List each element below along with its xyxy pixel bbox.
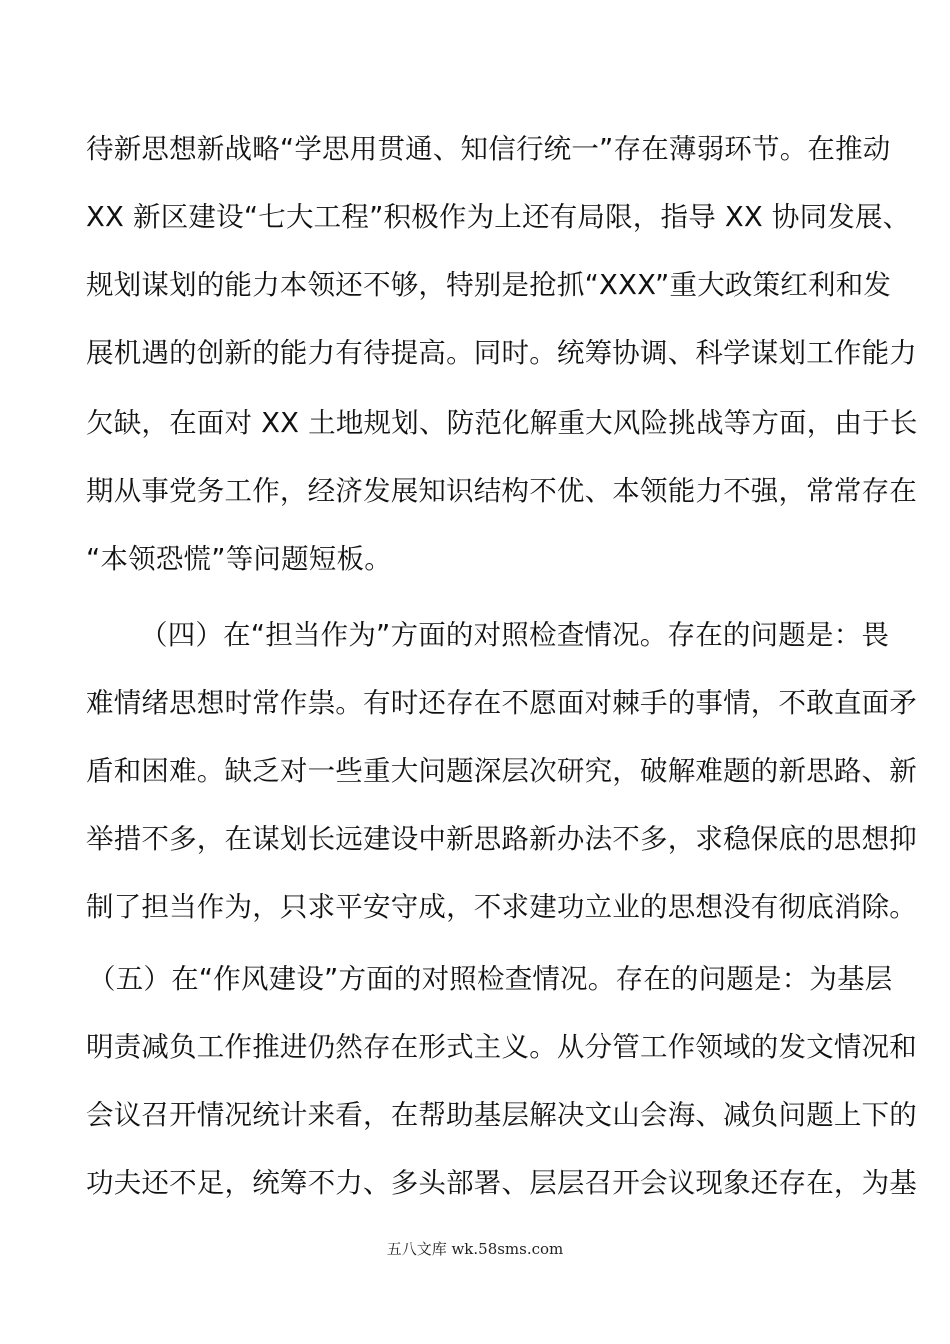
text-line: XX 新区建设“七大工程”积极作为上还有局限，指导 XX 协同发展、 bbox=[86, 201, 911, 233]
text-line: 盾和困难。缺乏对一些重大问题深层次研究，破解难题的新思路、新 bbox=[86, 755, 917, 787]
text-line: 功夫还不足，统筹不力、多头部署、层层召开会议现象还存在，为基 bbox=[86, 1167, 917, 1199]
text-line: 规划谋划的能力本领还不够，特别是抢抓“XXX”重大政策红利和发 bbox=[86, 269, 892, 301]
text-line: 展机遇的创新的能力有待提高。同时。统筹协调、科学谋划工作能力 bbox=[86, 337, 917, 369]
text-line: 制了担当作为，只求平安守成，不求建功立业的思想没有彻底消除。 bbox=[86, 891, 917, 923]
page-footer-watermark: 五八文库 wk.58sms.com bbox=[386, 1240, 564, 1258]
text-line: 待新思想新战略“学思用贯通、知信行统一”存在薄弱环节。在推动 bbox=[86, 133, 891, 165]
text-line: 期从事党务工作，经济发展知识结构不优、本领能力不强，常常存在 bbox=[86, 475, 917, 507]
text-line: “本领恐慌”等问题短板。 bbox=[86, 543, 392, 575]
text-line: 明责减负工作推进仍然存在形式主义。从分管工作领域的发文情况和 bbox=[86, 1031, 917, 1063]
text-line: 会议召开情况统计来看，在帮助基层解决文山会海、减负问题上下的 bbox=[86, 1099, 917, 1131]
text-line: 难情绪思想时常作祟。有时还存在不愿面对棘手的事情，不敢直面矛 bbox=[86, 687, 917, 719]
paragraph-heading-line: （五）在“作风建设”方面的对照检查情况。存在的问题是：为基层 bbox=[88, 963, 893, 995]
text-line: 欠缺，在面对 XX 土地规划、防范化解重大风险挑战等方面，由于长 bbox=[86, 407, 918, 439]
paragraph-heading-line: （四）在“担当作为”方面的对照检查情况。存在的问题是：畏 bbox=[140, 619, 890, 651]
text-line: 举措不多，在谋划长远建设中新思路新办法不多，求稳保底的思想抑 bbox=[86, 823, 917, 855]
